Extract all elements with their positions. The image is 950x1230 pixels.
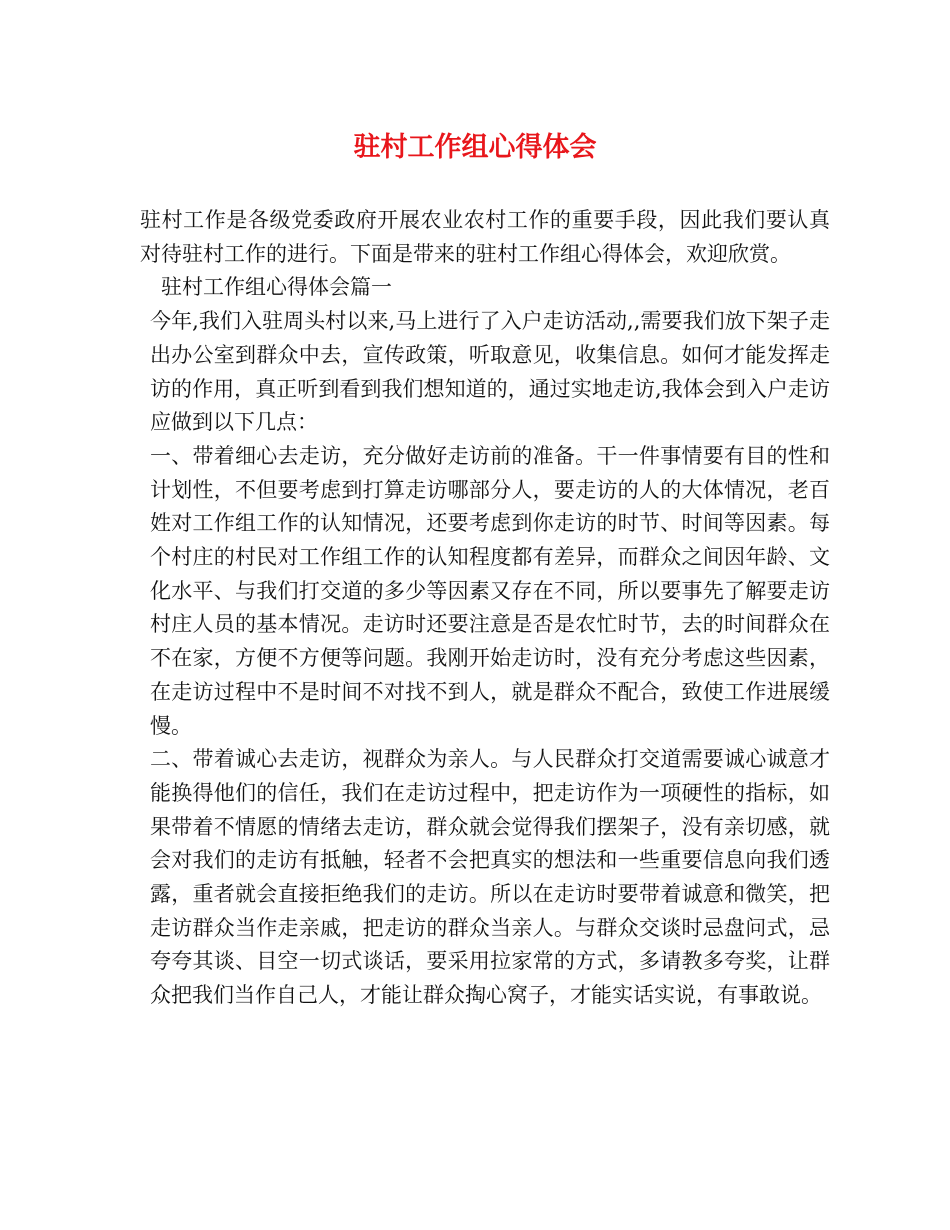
section-heading: 驻村工作组心得体会篇一 — [161, 275, 392, 300]
document-body — [140, 204, 830, 1013]
body-paragraph-3: 二、带着诚心去走访，视群众为亲人。与人民群众打交道需要诚心诚意才能换得他们的信任，我们在走访过程中，把走访作为一项硬性的指标，如果带着不情愿的情绪去走访，群众就会觉得我们摆架子，没有亲切感，就会对我们的走访有抵触，轻者不会把真实的想法和一些重要信息向我们透露，重者就会直接拒绝我们的走访。所以在走访时要带着诚意和微笑，把走访群众当作走亲戚，把走访的群众当亲人。与群众交谈时忌盘问式，忌夸夸其谈、目空一切式谈话，要采用拉家常的方式，多请教多夸奖，让群众把我们当作自己人，才能让群众掏心窝子，才能实话实说，有事敢说。 — [150, 747, 830, 1008]
body-paragraph-1: 今年,我们入驻周头村以来,马上进行了入户走访活动,,需要我们放下架子走出办公室到群众中去，宣传政策，听取意见，收集信息。如何才能发挥走访的作用，真正听到看到我们想知道的，通过实地走访,我体会到入户走访应做到以下几点： — [150, 309, 830, 435]
document-title: 驻村工作组心得体会 — [353, 132, 597, 163]
intro-paragraph: 驻村工作是各级党委政府开展农业农村工作的重要手段，因此我们要认真对待驻村工作的进行。下面是带来的驻村工作组心得体会，欢迎欣赏。 — [140, 208, 830, 266]
body-paragraph-2: 一、带着细心去走访，充分做好走访前的准备。干一件事情要有目的性和计划性，不但要考虑到打算走访哪部分人，要走访的人的大体情况，老百姓对工作组工作的认知情况，还要考虑到你走访的时节、时间等因素。每个村庄的村民对工作组工作的认知程度都有差异，而群众之间因年龄、文化水平、与我们打交道的多少等因素又存在不同，所以要事先了解要走访村庄人员的基本情况。走访时还要注意是否是农忙时节，去的时间群众在不在家，方便不方便等问题。我刚开始走访时，没有充分考虑这些因素，在走访过程中不是时间不对找不到人，就是群众不配合，致使工作进展缓慢。 — [150, 443, 830, 738]
